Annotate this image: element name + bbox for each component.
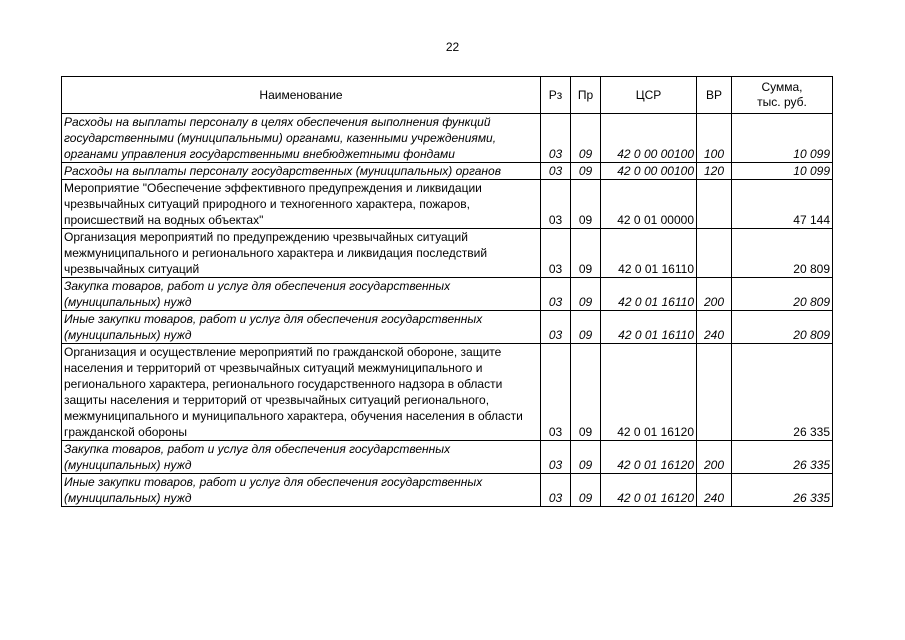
row-name: Расходы на выплаты персоналу государственных (муниципальных) органов [62, 163, 541, 180]
row-vr [697, 180, 732, 229]
row-rz: 03 [541, 474, 571, 507]
row-vr: 240 [697, 311, 732, 344]
table-row [62, 344, 833, 441]
row-name: Организация и осуществление мероприятий по гражданской обороне, защите населения и территорий от чрезвычайных ситуаций межмуниципального и регионального характера, регионального государственного надзора в области защиты населения и территорий от чрезвычайных ситуаций регионального, межмуниципального и муниципального характера, обучения населения в области гражданской обороны [62, 344, 541, 441]
header-sum-line1: Сумма, [761, 80, 803, 94]
row-csr: 42 0 01 16120 [601, 344, 697, 441]
table-row [62, 474, 833, 507]
row-sum: 47 144 [732, 180, 833, 229]
row-vr: 240 [697, 474, 732, 507]
row-vr [697, 229, 732, 278]
row-pr: 09 [571, 474, 601, 507]
row-sum: 20 809 [732, 229, 833, 278]
row-sum: 10 099 [732, 114, 833, 163]
row-sum: 10 099 [732, 163, 833, 180]
budget-table [61, 76, 833, 507]
table-row [62, 114, 833, 163]
row-pr: 09 [571, 163, 601, 180]
table-row [62, 278, 833, 311]
row-name: Иные закупки товаров, работ и услуг для обеспечения государственных (муниципальных) нужд [62, 474, 541, 507]
row-csr: 42 0 00 00100 [601, 163, 697, 180]
table-row [62, 180, 833, 229]
table-row [62, 311, 833, 344]
row-name: Закупка товаров, работ и услуг для обеспечения государственных (муниципальных) нужд [62, 278, 541, 311]
table-row [62, 229, 833, 278]
header-rz: Рз [541, 77, 571, 114]
row-vr: 120 [697, 163, 732, 180]
row-sum: 20 809 [732, 311, 833, 344]
header-pr: Пр [571, 77, 601, 114]
row-csr: 42 0 01 16110 [601, 229, 697, 278]
row-rz: 03 [541, 163, 571, 180]
row-csr: 42 0 01 16110 [601, 278, 697, 311]
row-rz: 03 [541, 180, 571, 229]
row-rz: 03 [541, 441, 571, 474]
row-rz: 03 [541, 344, 571, 441]
row-vr: 200 [697, 441, 732, 474]
row-rz: 03 [541, 311, 571, 344]
table-header-row [62, 77, 833, 114]
row-vr [697, 344, 732, 441]
row-name: Расходы на выплаты персоналу в целях обеспечения выполнения функций государственными (муниципальными) органами, казенными учреждениями, органами управления государственными внебюджетными фондами [62, 114, 541, 163]
row-sum: 26 335 [732, 344, 833, 441]
row-csr: 42 0 01 16120 [601, 474, 697, 507]
header-sum-line2: тыс. руб. [757, 95, 807, 109]
table-row [62, 163, 833, 180]
header-vr: ВР [697, 77, 732, 114]
row-name: Организация мероприятий по предупреждению чрезвычайных ситуаций межмуниципального и регионального характера и ликвидация последствий чрезвычайных ситуаций [62, 229, 541, 278]
row-csr: 42 0 01 16120 [601, 441, 697, 474]
table-row [62, 441, 833, 474]
row-vr: 100 [697, 114, 732, 163]
row-vr: 200 [697, 278, 732, 311]
row-pr: 09 [571, 229, 601, 278]
row-pr: 09 [571, 311, 601, 344]
row-name: Закупка товаров, работ и услуг для обеспечения государственных (муниципальных) нужд [62, 441, 541, 474]
row-rz: 03 [541, 114, 571, 163]
row-csr: 42 0 01 00000 [601, 180, 697, 229]
row-sum: 26 335 [732, 474, 833, 507]
row-pr: 09 [571, 344, 601, 441]
row-csr: 42 0 01 16110 [601, 311, 697, 344]
row-sum: 26 335 [732, 441, 833, 474]
row-name: Иные закупки товаров, работ и услуг для обеспечения государственных (муниципальных) нужд [62, 311, 541, 344]
header-sum [732, 77, 833, 114]
row-pr: 09 [571, 441, 601, 474]
header-name: Наименование [62, 77, 541, 114]
row-rz: 03 [541, 278, 571, 311]
row-csr: 42 0 00 00100 [601, 114, 697, 163]
row-pr: 09 [571, 180, 601, 229]
header-csr: ЦСР [601, 77, 697, 114]
page-number: 22 [445, 40, 460, 54]
row-rz: 03 [541, 229, 571, 278]
row-pr: 09 [571, 114, 601, 163]
row-name: Мероприятие "Обеспечение эффективного предупреждения и ликвидации чрезвычайных ситуаций природного и техногенного характера, пожаров, происшествий на водных объектах" [62, 180, 541, 229]
row-sum: 20 809 [732, 278, 833, 311]
row-pr: 09 [571, 278, 601, 311]
